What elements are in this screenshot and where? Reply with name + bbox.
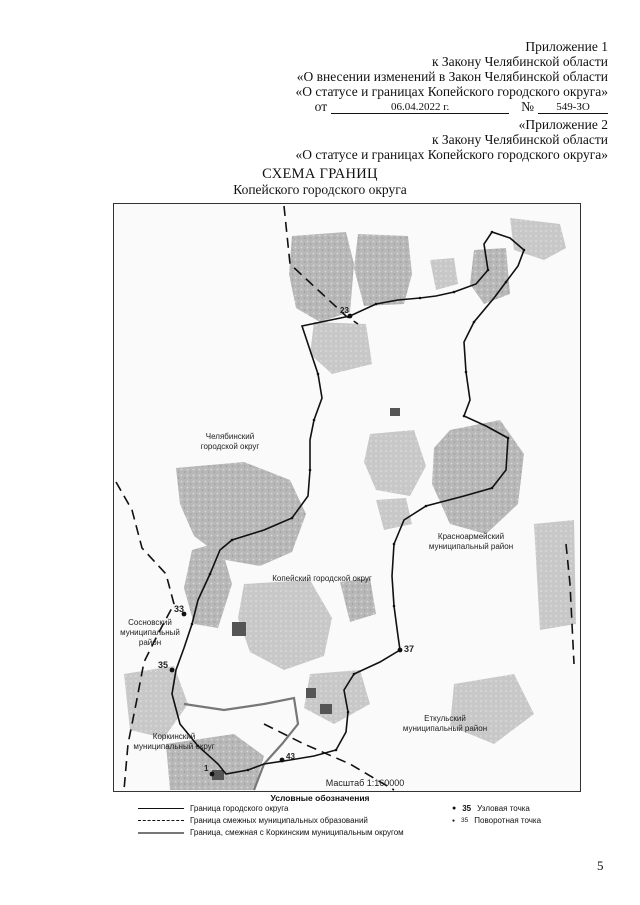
map-subtitle: Копейского городского округа bbox=[233, 182, 407, 197]
page-number: 5 bbox=[597, 858, 604, 873]
legend-turn: ● 35 Поворотная точка bbox=[452, 816, 542, 825]
northeast-cluster bbox=[510, 218, 566, 260]
node-label-33: 33 bbox=[174, 604, 185, 614]
date-number-row bbox=[296, 99, 608, 114]
label-krasnoarmeysky: Красноармейский муниципальный район bbox=[428, 532, 514, 551]
annex-law-ref: к Закону Челябинской области bbox=[431, 54, 608, 69]
node-label-35: 35 bbox=[158, 660, 169, 670]
label-sosnovsky: Сосновский муниципальный район bbox=[120, 618, 180, 647]
north-lake-small bbox=[430, 258, 458, 290]
label-etkulsky: Еткульский муниципальный район bbox=[402, 714, 488, 733]
legend-turn-dot-icon: ● bbox=[452, 817, 456, 824]
date-prefix: от bbox=[314, 99, 328, 114]
legend-node-dot-icon: ● bbox=[452, 805, 457, 812]
annex-law-name-1: «О внесении изменений в Закон Челябинской области bbox=[296, 69, 608, 84]
orig-annex-law-name: «О статусе и границах Копейского городского округа» bbox=[295, 147, 608, 162]
label-kopeysk: Копейский городской округ bbox=[272, 574, 372, 583]
legend-korkino-border: Граница, смежная с Коркинским муниципальным округом bbox=[138, 828, 404, 837]
center-grey-1 bbox=[364, 430, 426, 496]
node-label-1: 1 bbox=[204, 764, 209, 773]
legend-node: ● 35 Узловая точка bbox=[452, 804, 530, 813]
node-43-marker bbox=[280, 758, 285, 763]
orig-annex-title: «Приложение 2 bbox=[518, 117, 608, 132]
date-value: 06.04.2022 г. bbox=[331, 101, 509, 114]
annex-title: Приложение 1 bbox=[525, 39, 608, 54]
north-built-area-3 bbox=[470, 248, 510, 304]
node-label-23: 23 bbox=[340, 306, 349, 315]
kopeysk-built-area bbox=[238, 580, 332, 670]
east-grey-strip bbox=[534, 520, 576, 630]
map-scale: Масштаб 1:160000 bbox=[325, 778, 405, 788]
center-grey-2 bbox=[376, 498, 412, 530]
node-label-43: 43 bbox=[286, 752, 295, 761]
label-korkinsky: Коркинский муниципальный округ bbox=[133, 732, 215, 751]
legend-city-border: Граница городского округа bbox=[138, 804, 288, 813]
dark-block-1 bbox=[232, 622, 246, 636]
node-35-marker bbox=[170, 668, 175, 673]
north-residential bbox=[310, 322, 372, 374]
center-lake bbox=[340, 578, 376, 622]
node-37-marker bbox=[398, 648, 403, 653]
north-built-area-2 bbox=[354, 234, 412, 306]
node-1-marker bbox=[210, 772, 215, 777]
label-chelyabinsk: Челябинский городской округ bbox=[200, 432, 260, 451]
dark-block-3 bbox=[390, 408, 400, 416]
number-value: 549-ЗО bbox=[538, 101, 608, 114]
dark-block-2 bbox=[320, 704, 332, 714]
number-prefix: № bbox=[521, 99, 534, 114]
legend-adjacent-border-swatch bbox=[138, 820, 184, 821]
map-title: СХЕМА ГРАНИЦ bbox=[262, 166, 378, 182]
legend-adjacent-border: Граница смежных муниципальных образований bbox=[138, 816, 368, 825]
legend-city-border-swatch bbox=[138, 808, 184, 809]
legend-title: Условные обозначения bbox=[270, 793, 370, 803]
map-canvas bbox=[114, 204, 580, 791]
east-lake bbox=[432, 420, 524, 534]
legend-korkino-border-swatch bbox=[138, 832, 184, 834]
law-annex-header bbox=[296, 39, 608, 114]
southwest-grey bbox=[124, 666, 188, 738]
map-title-block bbox=[0, 166, 640, 197]
orig-annex-law-ref: к Закону Челябинской области bbox=[431, 132, 608, 147]
annex-law-name-2: «О статусе и границах Копейского городского округа» bbox=[295, 84, 608, 99]
dark-block-5 bbox=[306, 688, 316, 698]
node-label-37: 37 bbox=[404, 644, 415, 654]
original-annex-header bbox=[296, 117, 608, 162]
boundary-map bbox=[113, 203, 581, 792]
